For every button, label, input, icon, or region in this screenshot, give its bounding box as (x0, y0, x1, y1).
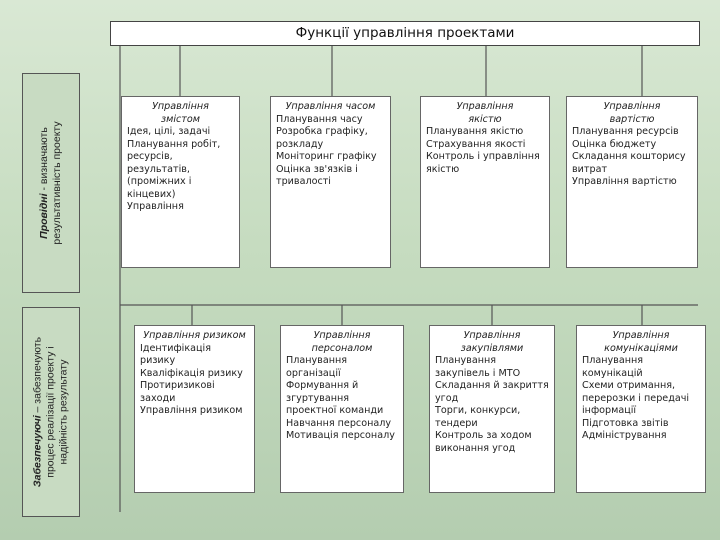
list-item (286, 430, 398, 443)
list-item (276, 151, 385, 164)
item-text: Планування ресурсів (572, 126, 679, 137)
heading-line: Управління (152, 101, 209, 112)
item-text: Планування робіт, ресурсів, результатів, (проміжних і кінцевих) (127, 138, 221, 200)
item-text: Формування й згуртування проектної команди (286, 380, 384, 416)
list-item (127, 139, 234, 202)
list-item (286, 355, 398, 380)
box-heading (276, 101, 385, 114)
item-text: Управління ризиком (140, 405, 243, 416)
list-item (582, 380, 700, 418)
heading-line: Управління часом (285, 101, 376, 112)
heading-line: закупівлями (460, 342, 524, 354)
list-item (127, 126, 234, 139)
item-text: Ідея, цілі, задачі (127, 126, 211, 137)
item-text: Розробка графіку, розкладу (276, 126, 368, 150)
heading-line: Управління (603, 101, 661, 112)
item-text: Ідентифікація ризику (140, 342, 211, 366)
box-quality-management (420, 96, 550, 268)
diagram-title: Функції управління проектами (110, 21, 700, 46)
box-heading (127, 101, 234, 126)
list-item (286, 418, 398, 431)
item-text: Складання кошторису витрат (572, 151, 686, 175)
list-item (435, 405, 549, 430)
list-item (426, 151, 544, 176)
heading-line: Управління (463, 330, 521, 341)
list-item (426, 139, 544, 152)
item-text: Моніторинг графіку (276, 151, 377, 162)
leading-functions-rest: - визначають (38, 127, 50, 194)
heading-line: вартістю (609, 113, 655, 125)
list-item (140, 405, 249, 418)
box-heading (435, 330, 549, 355)
list-item (582, 355, 700, 380)
box-time-management (270, 96, 391, 268)
list-item (582, 430, 700, 443)
item-text: Управління вартістю (572, 176, 677, 187)
list-item (572, 151, 692, 176)
item-text: Контроль за ходом виконання угод (435, 430, 532, 454)
box-heading (582, 330, 700, 355)
supporting-functions-rest: – забезпечують (31, 336, 44, 416)
item-text: Планування комунікацій (582, 355, 644, 379)
list-item (276, 126, 385, 151)
box-procurement-management (429, 325, 555, 493)
list-item (426, 126, 544, 139)
supporting-functions-line2: процес реалізації проекту і (44, 346, 57, 478)
leading-functions-label (22, 73, 80, 293)
box-risk-management (134, 325, 255, 493)
box-cost-management (566, 96, 698, 268)
item-text: Адміністрування (582, 430, 667, 441)
list-item (572, 176, 692, 189)
box-heading (426, 101, 544, 126)
item-text: Планування закупівель і МТО (435, 355, 521, 379)
list-item (140, 343, 249, 368)
leading-functions-line2: результативність проекту (51, 121, 63, 245)
item-text: Схеми отримання, перерозки і передачі інформації (582, 380, 690, 416)
list-item (286, 380, 398, 418)
list-item (435, 430, 549, 455)
heading-line: Управління (313, 330, 371, 341)
heading-line: персоналом (311, 342, 373, 354)
box-heading (572, 101, 692, 126)
supporting-functions-line3: надійність результату (57, 359, 70, 465)
list-item (276, 114, 385, 127)
item-text: Планування організації (286, 355, 348, 379)
heading-line: комунікаціями (604, 342, 678, 354)
box-heading (140, 330, 249, 343)
item-text: Складання й закриття угод (435, 380, 549, 404)
heading-line: якістю (468, 113, 502, 125)
heading-line: змістом (161, 113, 200, 125)
list-item (572, 139, 692, 152)
list-item (140, 368, 249, 381)
item-text: Протиризикові заходи (140, 380, 215, 404)
item-text: Торги, конкурси, тендери (435, 405, 521, 429)
list-item (127, 201, 234, 214)
item-text: Оцінка зв'язків і тривалості (276, 163, 358, 187)
item-text: Страхування якості (426, 138, 526, 150)
item-text: Оцінка бюджету (572, 138, 657, 150)
item-text: Кваліфікація ризику (140, 367, 243, 379)
list-item (276, 164, 385, 189)
supporting-functions-bold: Забезпечуючі (31, 415, 44, 488)
item-text: Підготовка звітів (582, 417, 669, 429)
list-item (140, 380, 249, 405)
leading-functions-bold: Провідні (38, 193, 50, 239)
list-item (435, 355, 549, 380)
supporting-functions-label (22, 307, 80, 517)
item-text: Управління (127, 201, 184, 212)
item-text: Планування часу (276, 113, 363, 125)
box-heading (286, 330, 398, 355)
box-scope-management (121, 96, 240, 268)
list-item (582, 418, 700, 431)
heading-line: Управління (456, 101, 514, 112)
item-text: Навчання персоналу (286, 417, 392, 429)
box-communications-management (576, 325, 706, 493)
list-item (435, 380, 549, 405)
item-text: Планування якістю (426, 126, 524, 137)
list-item (572, 126, 692, 139)
item-text: Контроль і управління якістю (426, 151, 540, 175)
item-text: Мотивація персоналу (286, 430, 395, 441)
heading-line: Управління (612, 330, 670, 341)
box-personnel-management (280, 325, 404, 493)
heading-line: Управління ризиком (143, 330, 246, 341)
